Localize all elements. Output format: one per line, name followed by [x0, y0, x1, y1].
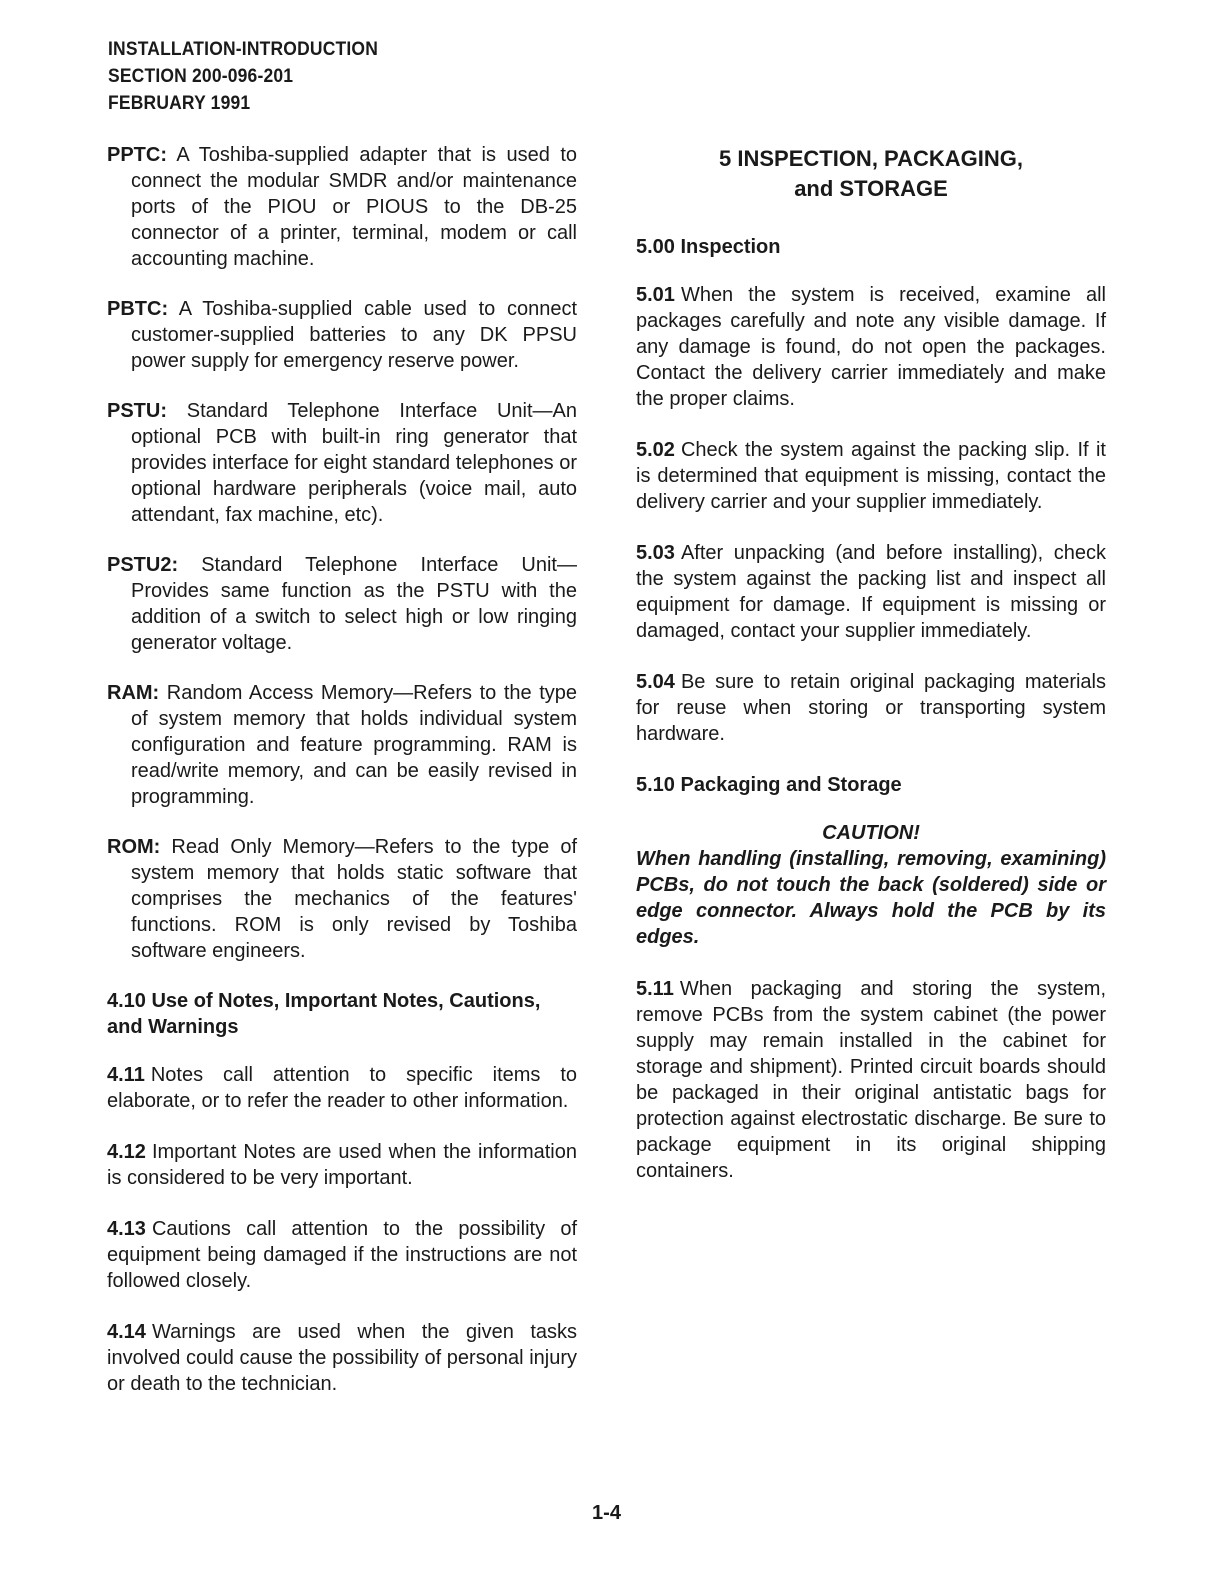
paragraph-4-13 [107, 1216, 577, 1294]
glossary-definition: Random Access Memory—Refers to the type of system memory that holds individual system configuration and feature programming. RAM is read/write memory, and can be easily revised in programming. [131, 682, 578, 808]
paragraph-4-12 [107, 1139, 577, 1191]
glossary-term: PPTC: [107, 144, 167, 166]
paragraph-text: After unpacking (and before installing), check the system against the packing list and inspect all equipment for damage. If equipment is missing or damaged, contact your supplier immediately. [636, 542, 1106, 642]
section-heading-5-10: 5.10 Packaging and Storage [636, 774, 902, 796]
paragraph-text: Be sure to retain original packaging materials for reuse when storing or transporting system hardware. [636, 671, 1106, 745]
paragraph-4-14 [107, 1319, 577, 1397]
running-header [108, 36, 568, 117]
glossary-entry-ram [107, 680, 577, 810]
paragraph-number: 5.04 [636, 671, 675, 693]
paragraph-4-11 [107, 1062, 577, 1114]
glossary-entry-pptc [107, 142, 577, 272]
page-number: 1-4 [592, 1502, 621, 1524]
paragraph-text: Important Notes are used when the information is considered to be very important. [107, 1141, 577, 1189]
paragraph-text: When packaging and storing the system, remove PCBs from the system cabinet (the power supply may remain installed in the cabinet for storage and shipment). Printed circuit boards should be packaged in their original antistatic bags for protection against electrostatic discharge. Be sure to package equipment in its original shipping containers. [636, 978, 1106, 1182]
glossary-entry-pstu2 [107, 552, 577, 656]
glossary-term: PSTU2: [107, 554, 179, 576]
header-section: SECTION 200-096-201 [108, 66, 294, 87]
paragraph-5-02 [636, 437, 1106, 515]
paragraph-text: Check the system against the packing slip. If it is determined that equipment is missing, contact the delivery carrier and your supplier immediately. [636, 439, 1106, 513]
paragraph-5-03 [636, 540, 1106, 644]
glossary-definition: A Toshiba-supplied cable used to connect customer-supplied batteries to any DK PPSU power supply for emergency reserve power. [131, 298, 578, 372]
paragraph-number: 4.13 [107, 1218, 146, 1240]
paragraph-number: 5.01 [636, 284, 675, 306]
chapter-title-line2: and STORAGE [794, 176, 948, 201]
glossary-term: RAM: [107, 682, 160, 704]
paragraph-number: 5.11 [636, 978, 674, 1000]
glossary-entry-pbtc [107, 296, 577, 374]
glossary-definition: Standard Telephone Interface Unit—Provides same function as the PSTU with the addition of a switch to select high or low ringing generator voltage. [131, 554, 577, 654]
glossary-term: PBTC: [107, 298, 169, 320]
glossary-entry-rom [107, 834, 577, 964]
glossary-definition: A Toshiba-supplied adapter that is used to connect the modular SMDR and/or maintenance ports of the PIOU or PIOUS to the DB-25 connector of a printer, terminal, modem or call accounting machine. [131, 144, 577, 270]
chapter-title-line1: 5 INSPECTION, PACKAGING, [719, 146, 1023, 171]
paragraph-5-11 [636, 976, 1106, 1184]
left-column [107, 142, 577, 1422]
glossary-definition: Standard Telephone Interface Unit—An optional PCB with built-in ring generator that provides interface for eight standard telephones or optional hardware peripherals (voice mail, auto attendant, fax machine, etc). [131, 400, 577, 526]
caution-text: When handling (installing, removing, examining) PCBs, do not touch the back (soldered) side or edge connector. Always hold the PCB by its edges. [636, 848, 1106, 948]
paragraph-text: When the system is received, examine all packages carefully and note any visible damage. If any damage is found, do not open the packages. Contact the delivery carrier immediately and make the proper claims. [636, 284, 1106, 410]
paragraph-number: 5.03 [636, 542, 675, 564]
glossary-definition: Read Only Memory—Refers to the type of system memory that holds static software that comprises the mechanics of the features' functions. ROM is only revised by Toshiba software engineers. [131, 836, 577, 962]
caution-title: CAUTION! [822, 822, 920, 844]
header-date: FEBRUARY 1991 [108, 93, 251, 114]
section-heading-5-00: 5.00 Inspection [636, 236, 781, 258]
paragraph-number: 4.14 [107, 1321, 146, 1343]
paragraph-5-01 [636, 282, 1106, 412]
paragraph-text: Warnings are used when the given tasks involved could cause the possibility of personal injury or death to the technician. [107, 1321, 577, 1395]
right-column [636, 142, 1106, 1209]
chapter-title [636, 144, 1106, 204]
section-heading-4-10: 4.10 Use of Notes, Important Notes, Cautions, and Warnings [107, 990, 541, 1038]
glossary-entry-pstu [107, 398, 577, 528]
glossary-term: PSTU: [107, 400, 167, 422]
paragraph-text: Cautions call attention to the possibility of equipment being damaged if the instructions are not followed closely. [107, 1218, 577, 1292]
paragraph-number: 4.11 [107, 1064, 145, 1086]
paragraph-text: Notes call attention to specific items to elaborate, or to refer the reader to other information. [107, 1064, 577, 1112]
paragraph-number: 5.02 [636, 439, 675, 461]
glossary-term: ROM: [107, 836, 161, 858]
header-title: INSTALLATION-INTRODUCTION [108, 39, 379, 60]
paragraph-number: 4.12 [107, 1141, 146, 1163]
paragraph-5-04 [636, 669, 1106, 747]
